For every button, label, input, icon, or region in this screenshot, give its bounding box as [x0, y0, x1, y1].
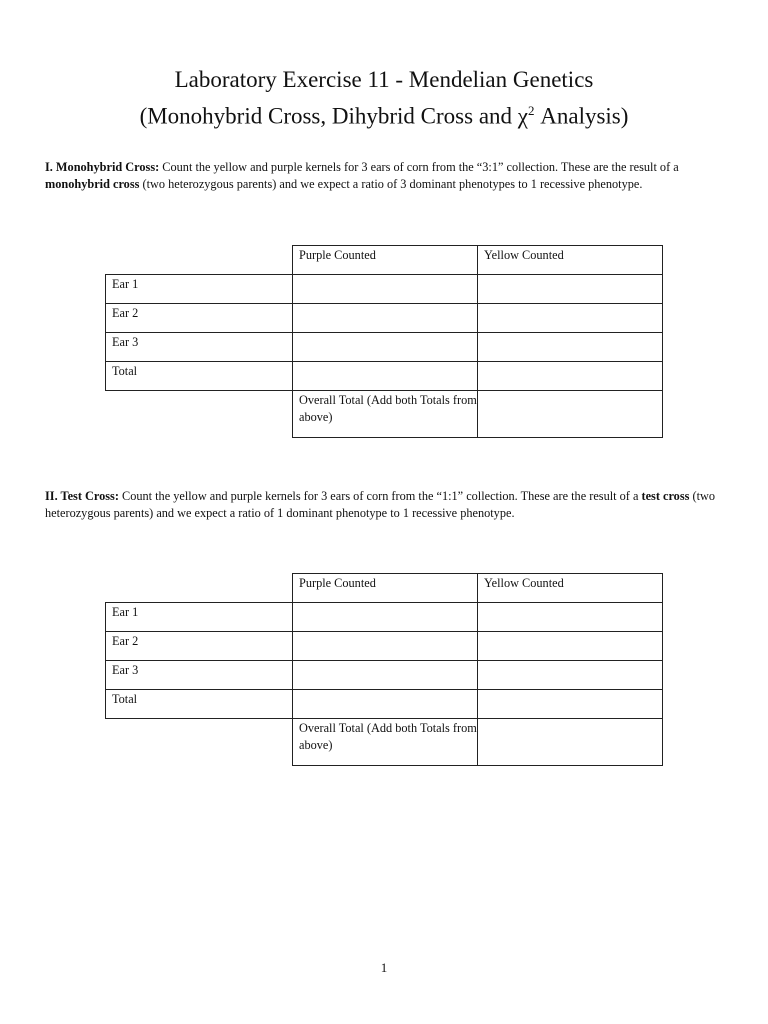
row-label-ear-1: Ear 1: [106, 603, 293, 632]
row-label-ear-3: Ear 3: [106, 333, 293, 362]
yellow-count-cell[interactable]: [478, 632, 663, 661]
yellow-header: Yellow Counted: [478, 246, 663, 275]
yellow-count-cell[interactable]: [478, 603, 663, 632]
yellow-total-cell[interactable]: [478, 690, 663, 719]
yellow-count-cell[interactable]: [478, 304, 663, 333]
purple-count-cell[interactable]: [293, 333, 478, 362]
section-1-text-b: (two heterozygous parents) and we expect a ratio of 3 dominant phenotypes to 1 recessive phenotype.: [139, 177, 643, 191]
title-line-1: Laboratory Exercise 11 - Mendelian Genetics: [174, 67, 594, 92]
row-label-ear-3: Ear 3: [106, 661, 293, 690]
title-line-2-post: Analysis): [534, 103, 629, 129]
row-label-ear-1: Ear 1: [106, 275, 293, 304]
title-line-2-pre: (Monohybrid Cross, Dihybrid Cross and χ: [139, 103, 528, 129]
blank-cell: [106, 574, 293, 603]
overall-total-label: Overall Total (Add both Totals from above): [293, 719, 478, 766]
purple-total-cell[interactable]: [293, 362, 478, 391]
purple-total-cell[interactable]: [293, 690, 478, 719]
test-cross-instructions: [45, 488, 725, 522]
purple-count-cell[interactable]: [293, 632, 478, 661]
table-row: [106, 333, 663, 362]
page-title: [0, 64, 768, 132]
monohybrid-count-table: [105, 245, 663, 438]
section-2-text-a: Count the yellow and purple kernels for 3 ears of corn from the “1:1” collection. These are the result of a: [118, 489, 642, 503]
purple-count-cell[interactable]: [293, 304, 478, 333]
blank-cell: [106, 246, 293, 275]
purple-count-cell[interactable]: [293, 603, 478, 632]
table-row: [106, 304, 663, 333]
overall-total-row: [106, 719, 663, 766]
test-cross-count-table: [105, 573, 663, 766]
overall-total-cell[interactable]: [478, 719, 663, 766]
table-row: [106, 690, 663, 719]
blank-cell: [106, 719, 293, 766]
purple-count-cell[interactable]: [293, 275, 478, 304]
purple-header: Purple Counted: [293, 246, 478, 275]
overall-total-cell[interactable]: [478, 391, 663, 438]
overall-total-row: [106, 391, 663, 438]
page-number: 1: [380, 960, 388, 975]
yellow-count-cell[interactable]: [478, 661, 663, 690]
purple-header: Purple Counted: [293, 574, 478, 603]
table-header-row: [106, 246, 663, 275]
yellow-total-cell[interactable]: [478, 362, 663, 391]
blank-cell: [106, 391, 293, 438]
yellow-count-cell[interactable]: [478, 333, 663, 362]
monohybrid-instructions: [45, 159, 725, 193]
section-1-bold-term: monohybrid cross: [45, 177, 140, 191]
section-1-text-a: Count the yellow and purple kernels for 3 ears of corn from the “3:1” collection. These are the result of a: [159, 160, 679, 174]
row-label-total: Total: [106, 690, 293, 719]
yellow-count-cell[interactable]: [478, 275, 663, 304]
table-row: [106, 603, 663, 632]
row-label-ear-2: Ear 2: [106, 632, 293, 661]
table-row: [106, 275, 663, 304]
purple-count-cell[interactable]: [293, 661, 478, 690]
section-2-text-b: (two heterozygous parents) and we expect a ratio of 1 dominant phenotype to 1 recessive phenotype.: [45, 489, 716, 520]
row-label-total: Total: [106, 362, 293, 391]
chi-square-superscript: 2: [528, 103, 535, 118]
table-header-row: [106, 574, 663, 603]
table-row: [106, 632, 663, 661]
table-row: [106, 362, 663, 391]
overall-total-label: Overall Total (Add both Totals from above): [293, 391, 478, 438]
section-2-bold-term: test cross: [641, 489, 690, 503]
title-line-2: [0, 95, 768, 132]
section-2-label: II. Test Cross:: [45, 489, 119, 503]
section-1-label: I. Monohybrid Cross:: [45, 160, 160, 174]
row-label-ear-2: Ear 2: [106, 304, 293, 333]
yellow-header: Yellow Counted: [478, 574, 663, 603]
table-row: [106, 661, 663, 690]
